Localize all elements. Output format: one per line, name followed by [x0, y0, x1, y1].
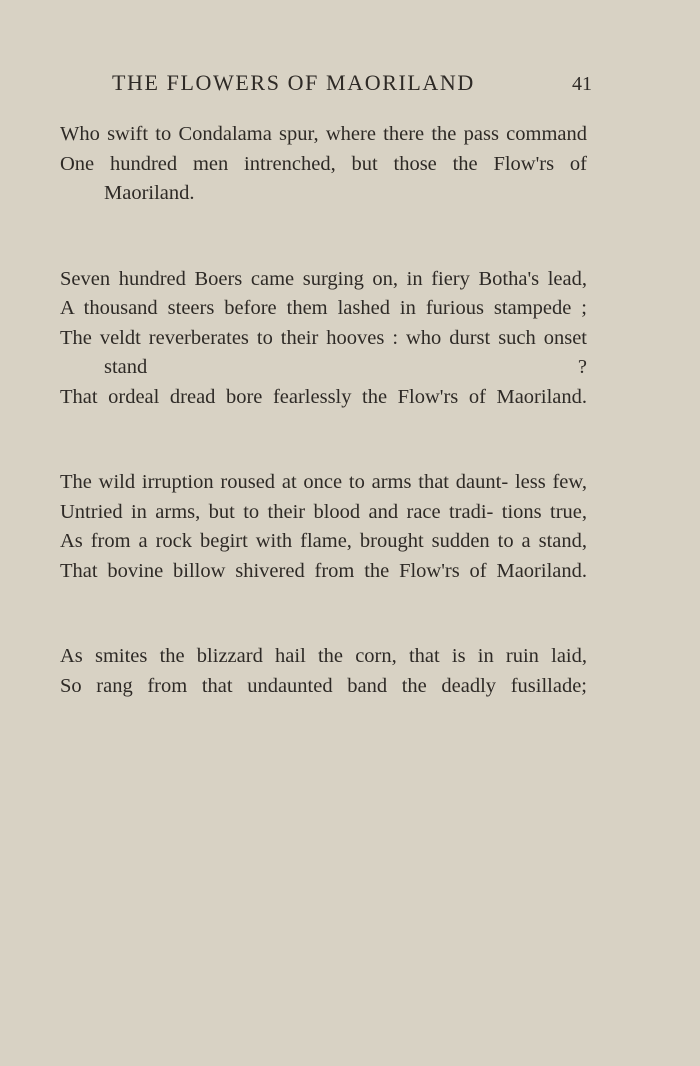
stanza — [60, 120, 587, 209]
page-number: 41 — [572, 73, 592, 95]
verse-line: A thousand steers before them lashed in furious stampede ; — [60, 297, 588, 319]
verse-line: So rang from that undaunted band the deadly fusillade; — [60, 674, 587, 697]
verse-line: That bovine billow shivered from the Flow'rs of Maoriland. — [60, 559, 588, 582]
verse-line: That ordeal dread bore fearlessly the Flow'rs of Maoriland. — [60, 385, 588, 408]
verse-line: As smites the blizzard hail the corn, that is in ruin laid, — [60, 645, 588, 667]
verse-line: One hundred men intrenched, but those the Flow'rs of Maoriland. — [60, 152, 587, 204]
verse-line: As from a rock begirt with flame, brought sudden to a stand, — [60, 530, 587, 552]
verse-line: The wild irruption roused at once to arms that daunt- less few, — [60, 471, 588, 493]
page-header — [112, 70, 592, 100]
verse-line: The veldt reverberates to their hooves : who durst such onset stand ? — [60, 326, 587, 378]
verse-line: Seven hundred Boers came surging on, in fiery Botha's lead, — [60, 267, 587, 290]
stanza — [60, 265, 587, 413]
running-title: THE FLOWERS OF MAORILAND — [112, 70, 475, 95]
stanza — [60, 642, 587, 701]
verse-line: Who swift to Condalama spur, where there the pass command — [60, 123, 588, 145]
stanza — [60, 468, 587, 586]
poem-body — [60, 120, 587, 757]
verse-line: Untried in arms, but to their blood and race tradi- tions true, — [60, 500, 588, 523]
